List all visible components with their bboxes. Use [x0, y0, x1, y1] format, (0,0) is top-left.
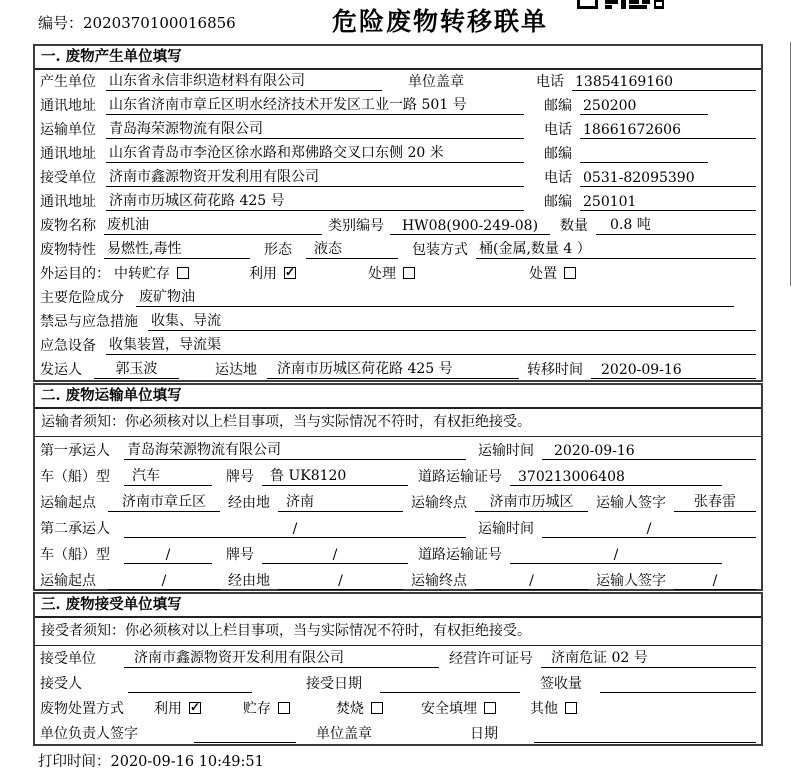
destination-value: 济南市历城区荷花路 425 号: [267, 358, 519, 379]
transporter-value: 青岛海荣源物流有限公司: [106, 118, 524, 139]
zip-label: 邮编: [544, 194, 572, 210]
checkbox-other: [565, 702, 577, 714]
disposal-option-store: [243, 698, 290, 718]
option-label: 安全填埋: [421, 701, 477, 717]
sign-date-label: 日期: [470, 726, 498, 742]
checkbox-storage: [177, 267, 189, 279]
sign2-value: /: [674, 573, 756, 590]
via-label: 经由地: [228, 495, 270, 511]
row-vehicle1: [35, 463, 761, 489]
option-label: 其他: [530, 701, 558, 717]
row-receiver-unit: [35, 166, 761, 190]
transporter-address-value: 山东省青岛市李沧区徐水路和郑佛路交叉口东侧 20 米: [106, 142, 524, 163]
sign-date-value: [534, 726, 756, 743]
packing-value: 桶(金属,数量 4 ）: [476, 238, 756, 259]
row-hazard-component: [35, 286, 761, 310]
transporter-label: 运输单位: [40, 122, 96, 138]
hazard-label: 主要危险成分: [40, 290, 124, 306]
transfer-date-value: 2020-09-16: [591, 362, 756, 379]
end-label: 运输终点: [411, 573, 467, 589]
row-route2: [35, 567, 761, 593]
section3-heading: 三. 废物接受单位填写: [35, 594, 761, 618]
option-label: 焚烧: [336, 701, 364, 717]
plate-label: 牌号: [226, 469, 254, 485]
checkbox-treat: [403, 267, 415, 279]
road-license-label: 道路运输证号: [418, 547, 502, 563]
purpose-option-treat: [368, 263, 415, 283]
packing-label: 包装方式: [412, 242, 468, 258]
disposal-option-utilize: [154, 698, 201, 718]
via1-value: 济南: [278, 491, 403, 512]
transport-time1-value: 2020-09-16: [542, 443, 756, 460]
plate2-value: /: [262, 547, 408, 564]
disposal-option-other: [530, 698, 577, 718]
permit-value: 济南危证 02 号: [541, 647, 756, 668]
receive-date-value: [380, 676, 520, 693]
transporter-phone-value: 18661672606: [580, 122, 756, 139]
section-receiver: [33, 592, 763, 746]
phone-label: 电话: [544, 122, 572, 138]
receive-unit-value: 济南市鑫源物资开发利用有限公司: [124, 647, 439, 668]
print-time-label: 打印时间：: [38, 754, 111, 768]
character-value: 易燃性,毒性: [104, 238, 250, 259]
option-label: 处理: [368, 266, 396, 282]
receiver-label: 接受单位: [40, 170, 96, 186]
waste-name-value: 废机油: [104, 214, 322, 235]
origin-label: 运输起点: [40, 495, 96, 511]
section-producer: [33, 44, 763, 382]
sign1-value: 张春雷: [674, 491, 756, 512]
row-transporter-address: [35, 142, 761, 166]
origin2-value: /: [108, 573, 220, 590]
serial-number: [38, 12, 236, 33]
print-time: [38, 750, 264, 768]
option-label: 利用: [154, 701, 182, 717]
carrier1-value: 青岛海荣源物流有限公司: [124, 439, 466, 460]
section-transporter: [33, 383, 763, 591]
transporter-zip-value: [580, 146, 708, 163]
phone-label: 电话: [544, 170, 572, 186]
signed-amount-value: [600, 676, 756, 693]
checkbox-utilize: [189, 702, 201, 714]
address-label: 通讯地址: [40, 194, 96, 210]
disposal-option-incinerate: [336, 698, 383, 718]
row-emergency-measures: [35, 310, 761, 334]
row-receiver-address: [35, 190, 761, 214]
row-shipper: [35, 358, 761, 382]
row-transporter-unit: [35, 118, 761, 142]
row-waste-character: [35, 238, 761, 262]
purpose-option-dispose: [529, 263, 576, 283]
purpose-option-storage: [114, 263, 189, 283]
receive-unit-label: 接受单位: [40, 651, 96, 667]
checkbox-utilize: [284, 267, 296, 279]
row-head-signature: [35, 721, 761, 746]
checkbox-incinerate: [371, 702, 383, 714]
option-label: 贮存: [243, 701, 271, 717]
receiver-phone-value: 0531-82095390: [580, 170, 756, 187]
license1-value: 370213006408: [510, 469, 722, 486]
checkbox-dispose: [564, 267, 576, 279]
zip-label: 邮编: [544, 98, 572, 114]
row-second-carrier: [35, 515, 761, 541]
shipper-value: 郭玉波: [94, 358, 179, 379]
option-label: 中转贮存: [114, 266, 170, 282]
hazard-value: 废矿物油: [136, 286, 734, 307]
row-emergency-equipment: [35, 334, 761, 358]
option-label: 处置: [529, 266, 557, 282]
address-label: 通讯地址: [40, 98, 96, 114]
row-first-carrier: [35, 437, 761, 463]
end1-value: 济南市历城区: [475, 491, 588, 512]
emergency-label: 禁忌与应急措施: [40, 314, 138, 330]
category-value: HW08(900-249-08): [390, 218, 550, 235]
print-time-value: 2020-09-16 10:49:51: [110, 754, 264, 768]
carrier2-label: 第二承运人: [40, 521, 110, 537]
receiver-value: 济南市鑫源物资开发利用有限公司: [106, 166, 524, 187]
receiver-address-value: 济南市历城区荷花路 425 号: [106, 190, 524, 211]
via2-value: /: [278, 573, 403, 590]
disposal-option-landfill: [421, 698, 496, 718]
address-label: 通讯地址: [40, 146, 96, 162]
qr-code-fragment: [577, 0, 665, 10]
producer-phone-value: 13854169160: [572, 74, 756, 91]
vehicle-label: 车（船）型: [40, 469, 110, 485]
permit-label: 经营许可证号: [449, 651, 533, 667]
receiver-zip-value: 250101: [580, 194, 756, 211]
option-label: 利用: [249, 266, 277, 282]
section2-heading: 二. 废物运输单位填写: [35, 385, 761, 409]
head-sign-value: [194, 726, 296, 743]
qty-label: 数量: [560, 218, 588, 234]
vehicle2-value: /: [124, 547, 212, 564]
emergency-value: 收集、导流: [148, 310, 756, 331]
receiver-notice: 接受者须知：你必须核对以上栏目事项，当与实际情况不符时，有权拒绝接受。: [35, 618, 761, 646]
row-transfer-purpose: [35, 262, 761, 286]
transport-time-label: 运输时间: [478, 443, 534, 459]
receive-person-label: 接受人: [40, 676, 82, 692]
transporter-sign-label: 运输人签字: [596, 495, 666, 511]
checkbox-landfill: [484, 702, 496, 714]
row-disposal-method: [35, 696, 761, 721]
end2-value: /: [475, 573, 588, 590]
transfer-date-label: 转移时间: [527, 362, 583, 378]
via-label: 经由地: [228, 573, 270, 589]
equipment-label: 应急设备: [40, 338, 96, 354]
origin1-value: 济南市章丘区: [108, 491, 220, 512]
end-label: 运输终点: [411, 495, 467, 511]
form-label: 形态: [264, 242, 292, 258]
row-receive-unit: [35, 646, 761, 671]
head-sign-label: 单位负责人签字: [40, 726, 138, 742]
row-route1: [35, 489, 761, 515]
waste-name-label: 废物名称: [40, 218, 96, 234]
carrier2-value: /: [124, 521, 466, 538]
checkbox-store: [278, 702, 290, 714]
shipper-label: 发运人: [40, 362, 82, 378]
zip-label: 邮编: [544, 146, 572, 162]
destination-label: 运达地: [215, 362, 257, 378]
producer-zip-value: 250200: [580, 98, 708, 115]
receive-person-value: [128, 676, 252, 693]
license2-value: /: [510, 547, 722, 564]
serial-label: 编号：: [38, 14, 84, 32]
unit-seal-label: 单位盖章: [316, 726, 372, 742]
character-label: 废物特性: [40, 242, 96, 258]
phone-label: 电话: [536, 74, 564, 90]
equipment-value: 收集装置，导流渠: [106, 334, 756, 355]
plate-label: 牌号: [226, 547, 254, 563]
row-vehicle2: [35, 541, 761, 567]
vehicle-label: 车（船）型: [40, 547, 110, 563]
transport-time2-value: /: [542, 521, 756, 538]
purpose-option-utilize: [249, 263, 296, 283]
row-producer-unit: [35, 70, 761, 94]
producer-label: 产生单位: [40, 74, 96, 90]
row-producer-address: [35, 94, 761, 118]
purpose-label: 外运目的：: [40, 266, 110, 282]
page-title: 危险废物转移联单: [332, 7, 549, 36]
category-label: 类别编号: [328, 218, 384, 234]
serial-value: 2020370100016856: [83, 14, 236, 32]
transporter-sign-label: 运输人签字: [596, 573, 666, 589]
scan-edge-line: [790, 42, 791, 286]
section1-heading: 一. 废物产生单位填写: [35, 46, 761, 70]
origin-label: 运输起点: [40, 573, 96, 589]
qty-value: 0.8 吨: [596, 214, 756, 235]
row-waste-name: [35, 214, 761, 238]
vehicle1-value: 汽车: [124, 465, 212, 486]
unit-seal-label: 单位盖章: [408, 74, 464, 90]
receive-date-label: 接受日期: [306, 676, 362, 692]
carrier1-label: 第一承运人: [40, 443, 110, 459]
form-value: 液态: [306, 238, 398, 259]
road-license-label: 道路运输证号: [418, 469, 502, 485]
signed-amount-label: 签收量: [540, 676, 582, 692]
disposal-label: 废物处置方式: [40, 701, 124, 717]
producer-value: 山东省永信非织造材料有限公司: [106, 70, 382, 91]
producer-address-value: 山东省济南市章丘区明水经济技术开发区工业一路 501 号: [106, 94, 524, 115]
row-receive-person: [35, 671, 761, 696]
transport-time-label: 运输时间: [478, 521, 534, 537]
plate1-value: 鲁 UK8120: [262, 465, 408, 486]
transporter-notice: 运输者须知：你必须核对以上栏目事项，当与实际情况不符时，有权拒绝接受。: [35, 409, 761, 437]
